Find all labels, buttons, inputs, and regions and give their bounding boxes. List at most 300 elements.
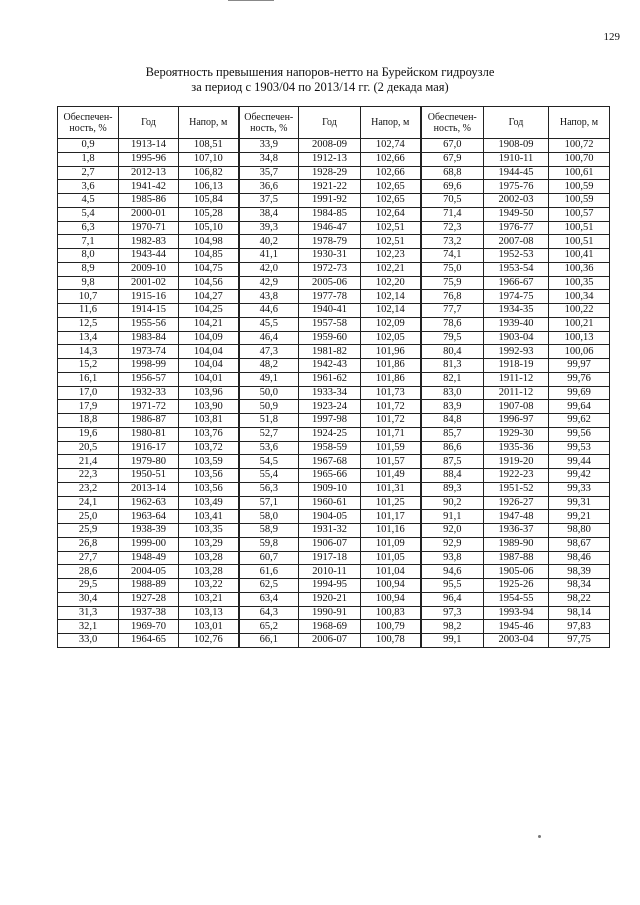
table-cell: 65,2 (239, 620, 299, 634)
table-cell: 104,04 (179, 359, 239, 373)
table-cell: 101,59 (361, 441, 421, 455)
table-cell: 21,4 (58, 455, 119, 469)
table-cell: 98,80 (549, 524, 610, 538)
table-cell: 100,06 (549, 345, 610, 359)
table-row (58, 537, 610, 551)
table-cell: 48,2 (239, 359, 299, 373)
table-cell: 103,76 (179, 427, 239, 441)
table-cell: 1958-59 (299, 441, 361, 455)
table-cell: 92,0 (421, 524, 484, 538)
table-row (58, 359, 610, 373)
table-cell: 104,09 (179, 331, 239, 345)
table-cell: 1981-82 (299, 345, 361, 359)
table-cell: 79,5 (421, 331, 484, 345)
table-cell: 72,3 (421, 221, 484, 235)
table-cell: 102,65 (361, 194, 421, 208)
table-cell: 100,59 (549, 194, 610, 208)
table-cell: 103,41 (179, 510, 239, 524)
table-cell: 27,7 (58, 551, 119, 565)
table-row (58, 414, 610, 428)
table-cell: 101,04 (361, 565, 421, 579)
table-cell: 104,01 (179, 372, 239, 386)
table-cell: 24,1 (58, 496, 119, 510)
table-cell: 45,5 (239, 317, 299, 331)
table-cell: 1995-96 (119, 152, 179, 166)
table-cell: 1939-40 (484, 317, 549, 331)
table-cell: 1971-72 (119, 400, 179, 414)
table-cell: 100,59 (549, 180, 610, 194)
table-cell: 102,05 (361, 331, 421, 345)
table-cell: 96,4 (421, 592, 484, 606)
table-cell: 57,1 (239, 496, 299, 510)
table-cell: 77,7 (421, 304, 484, 318)
table-row (58, 221, 610, 235)
table-cell: 2004-05 (119, 565, 179, 579)
table-row (58, 317, 610, 331)
table-cell: 100,36 (549, 262, 610, 276)
table-cell: 89,3 (421, 482, 484, 496)
table-cell: 29,5 (58, 579, 119, 593)
table-cell: 1916-17 (119, 441, 179, 455)
table-cell: 15,2 (58, 359, 119, 373)
table-cell: 1965-66 (299, 469, 361, 483)
table-cell: 98,46 (549, 551, 610, 565)
table-cell: 1934-35 (484, 304, 549, 318)
table-cell: 2003-04 (484, 634, 549, 648)
header-cell: Год (119, 107, 179, 139)
table-cell: 60,7 (239, 551, 299, 565)
table-cell: 1996-97 (484, 414, 549, 428)
table-header-row (58, 107, 610, 139)
table-row (58, 482, 610, 496)
header-cell: Обеспечен-ность, % (239, 107, 299, 139)
table-cell: 42,9 (239, 276, 299, 290)
table-cell: 35,7 (239, 166, 299, 180)
table-cell: 107,10 (179, 152, 239, 166)
table-cell: 1927-28 (119, 592, 179, 606)
table-cell: 2012-13 (119, 166, 179, 180)
table-cell: 1956-57 (119, 372, 179, 386)
table-cell: 1962-63 (119, 496, 179, 510)
header-cell: Напор, м (179, 107, 239, 139)
table-cell: 105,28 (179, 207, 239, 221)
table-cell: 1970-71 (119, 221, 179, 235)
table-cell: 1948-49 (119, 551, 179, 565)
table-row (58, 634, 610, 648)
table-cell: 1917-18 (299, 551, 361, 565)
table-cell: 102,64 (361, 207, 421, 221)
table-cell: 1937-38 (119, 606, 179, 620)
table-cell: 26,8 (58, 537, 119, 551)
table-cell: 1991-92 (299, 194, 361, 208)
table-cell: 1932-33 (119, 386, 179, 400)
table-cell: 20,5 (58, 441, 119, 455)
table-cell: 33,0 (58, 634, 119, 648)
table-row (58, 152, 610, 166)
table-cell: 1957-58 (299, 317, 361, 331)
table-cell: 58,0 (239, 510, 299, 524)
table-cell: 100,41 (549, 249, 610, 263)
table-cell: 13,4 (58, 331, 119, 345)
table-cell: 1943-44 (119, 249, 179, 263)
table-row (58, 400, 610, 414)
table-cell: 62,5 (239, 579, 299, 593)
table-cell: 40,2 (239, 235, 299, 249)
table-cell: 2000-01 (119, 207, 179, 221)
table-cell: 1910-11 (484, 152, 549, 166)
table-cell: 100,21 (549, 317, 610, 331)
table-cell: 1975-76 (484, 180, 549, 194)
table-cell: 94,6 (421, 565, 484, 579)
table-cell: 103,72 (179, 441, 239, 455)
table-cell: 1959-60 (299, 331, 361, 345)
table-cell: 1903-04 (484, 331, 549, 345)
table-cell: 67,9 (421, 152, 484, 166)
table-cell: 104,21 (179, 317, 239, 331)
table-cell: 82,1 (421, 372, 484, 386)
table-cell: 103,59 (179, 455, 239, 469)
table-cell: 97,3 (421, 606, 484, 620)
table-cell: 1906-07 (299, 537, 361, 551)
table-cell: 2008-09 (299, 139, 361, 153)
table-cell: 81,3 (421, 359, 484, 373)
table-row (58, 331, 610, 345)
table-cell: 1989-90 (484, 537, 549, 551)
table-cell: 54,5 (239, 455, 299, 469)
table-cell: 51,8 (239, 414, 299, 428)
table-cell: 91,1 (421, 510, 484, 524)
table-row (58, 496, 610, 510)
header-cell: Год (484, 107, 549, 139)
table-cell: 1950-51 (119, 469, 179, 483)
table-cell: 3,6 (58, 180, 119, 194)
table-cell: 105,84 (179, 194, 239, 208)
table-cell: 100,51 (549, 235, 610, 249)
table-cell: 50,9 (239, 400, 299, 414)
table-cell: 103,90 (179, 400, 239, 414)
table-cell: 85,7 (421, 427, 484, 441)
table-cell: 1955-56 (119, 317, 179, 331)
table-cell: 2007-08 (484, 235, 549, 249)
table-cell: 1988-89 (119, 579, 179, 593)
table-cell: 39,3 (239, 221, 299, 235)
table-cell: 1918-19 (484, 359, 549, 373)
table-cell: 1983-84 (119, 331, 179, 345)
table-cell: 1,8 (58, 152, 119, 166)
table-row (58, 510, 610, 524)
table-cell: 102,66 (361, 166, 421, 180)
table-cell: 1942-43 (299, 359, 361, 373)
scan-artifact-line (228, 0, 274, 1)
table-cell: 2005-06 (299, 276, 361, 290)
table-cell: 100,78 (361, 634, 421, 648)
table-cell: 1986-87 (119, 414, 179, 428)
table-cell: 30,4 (58, 592, 119, 606)
table-cell: 1963-64 (119, 510, 179, 524)
table-cell: 1930-31 (299, 249, 361, 263)
header-cell: Обеспечен-ность, % (58, 107, 119, 139)
table-cell: 98,14 (549, 606, 610, 620)
table-cell: 100,22 (549, 304, 610, 318)
table-row (58, 372, 610, 386)
table-cell: 28,6 (58, 565, 119, 579)
table-cell: 9,8 (58, 276, 119, 290)
table-cell: 93,8 (421, 551, 484, 565)
table-cell: 1993-94 (484, 606, 549, 620)
table-cell: 1928-29 (299, 166, 361, 180)
table-cell: 1967-68 (299, 455, 361, 469)
table-cell: 98,2 (421, 620, 484, 634)
header-cell: Напор, м (549, 107, 610, 139)
table-cell: 87,5 (421, 455, 484, 469)
table-cell: 99,31 (549, 496, 610, 510)
table-cell: 108,51 (179, 139, 239, 153)
probability-table (57, 106, 610, 648)
table-row (58, 565, 610, 579)
table-cell: 1941-42 (119, 180, 179, 194)
table-cell: 100,35 (549, 276, 610, 290)
table-cell: 97,75 (549, 634, 610, 648)
table-cell: 103,81 (179, 414, 239, 428)
table-cell: 101,31 (361, 482, 421, 496)
table-cell: 1938-39 (119, 524, 179, 538)
table-cell: 1914-15 (119, 304, 179, 318)
scan-artifact-dot (538, 835, 541, 838)
table-cell: 1913-14 (119, 139, 179, 153)
table-cell: 104,27 (179, 290, 239, 304)
table-cell: 63,4 (239, 592, 299, 606)
table-cell: 105,10 (179, 221, 239, 235)
table-cell: 102,66 (361, 152, 421, 166)
table-cell: 84,8 (421, 414, 484, 428)
table-row (58, 620, 610, 634)
table-cell: 98,34 (549, 579, 610, 593)
table-cell: 11,6 (58, 304, 119, 318)
table-cell: 64,3 (239, 606, 299, 620)
table-cell: 8,9 (58, 262, 119, 276)
table-cell: 101,73 (361, 386, 421, 400)
table-cell: 41,1 (239, 249, 299, 263)
table-row (58, 524, 610, 538)
table-cell: 101,96 (361, 345, 421, 359)
table-cell: 1946-47 (299, 221, 361, 235)
table-cell: 1925-26 (484, 579, 549, 593)
table-row (58, 427, 610, 441)
table-cell: 1926-27 (484, 496, 549, 510)
table-row (58, 290, 610, 304)
table-cell: 1954-55 (484, 592, 549, 606)
table-cell: 1923-24 (299, 400, 361, 414)
table-cell: 2010-11 (299, 565, 361, 579)
table-row (58, 304, 610, 318)
table-cell: 74,1 (421, 249, 484, 263)
table-cell: 101,86 (361, 359, 421, 373)
table-cell: 104,04 (179, 345, 239, 359)
table-cell: 1998-99 (119, 359, 179, 373)
table-cell: 100,94 (361, 592, 421, 606)
table-cell: 1936-37 (484, 524, 549, 538)
table-cell: 1944-45 (484, 166, 549, 180)
table-cell: 90,2 (421, 496, 484, 510)
table-cell: 1921-22 (299, 180, 361, 194)
table-row (58, 551, 610, 565)
table-cell: 1920-21 (299, 592, 361, 606)
table-cell: 100,70 (549, 152, 610, 166)
table-cell: 10,7 (58, 290, 119, 304)
table-cell: 101,17 (361, 510, 421, 524)
table-cell: 1985-86 (119, 194, 179, 208)
table-cell: 2013-14 (119, 482, 179, 496)
table-cell: 76,8 (421, 290, 484, 304)
table-cell: 80,4 (421, 345, 484, 359)
table-cell: 37,5 (239, 194, 299, 208)
table-cell: 101,72 (361, 414, 421, 428)
table-cell: 1933-34 (299, 386, 361, 400)
table-row (58, 194, 610, 208)
table-cell: 67,0 (421, 139, 484, 153)
table-cell: 98,39 (549, 565, 610, 579)
table-cell: 102,76 (179, 634, 239, 648)
table-cell: 36,6 (239, 180, 299, 194)
table-cell: 1940-41 (299, 304, 361, 318)
table-cell: 99,56 (549, 427, 610, 441)
table-cell: 103,96 (179, 386, 239, 400)
table-cell: 92,9 (421, 537, 484, 551)
table-cell: 104,56 (179, 276, 239, 290)
table-cell: 1984-85 (299, 207, 361, 221)
table-cell: 1997-98 (299, 414, 361, 428)
table-cell: 2002-03 (484, 194, 549, 208)
header-cell: Год (299, 107, 361, 139)
table-cell: 1960-61 (299, 496, 361, 510)
table-row (58, 249, 610, 263)
table-row (58, 592, 610, 606)
table-row (58, 207, 610, 221)
table-cell: 1977-78 (299, 290, 361, 304)
table-cell: 102,65 (361, 180, 421, 194)
table-cell: 2011-12 (484, 386, 549, 400)
table-cell: 1924-25 (299, 427, 361, 441)
table-cell: 1949-50 (484, 207, 549, 221)
title-line-1: Вероятность превышения напоров-нетто на Бурейском гидроузле (145, 65, 495, 79)
table-cell: 16,1 (58, 372, 119, 386)
table-cell: 42,0 (239, 262, 299, 276)
table-cell: 25,0 (58, 510, 119, 524)
table-cell: 61,6 (239, 565, 299, 579)
table-cell: 88,4 (421, 469, 484, 483)
table-cell: 1905-06 (484, 565, 549, 579)
table-cell: 99,97 (549, 359, 610, 373)
table-cell: 101,09 (361, 537, 421, 551)
table-cell: 104,25 (179, 304, 239, 318)
table-cell: 17,0 (58, 386, 119, 400)
table-cell: 8,0 (58, 249, 119, 263)
table-row (58, 139, 610, 153)
table-cell: 103,56 (179, 482, 239, 496)
table-cell: 102,14 (361, 304, 421, 318)
table-cell: 99,1 (421, 634, 484, 648)
table-cell: 5,4 (58, 207, 119, 221)
table-cell: 102,51 (361, 221, 421, 235)
table-cell: 1968-69 (299, 620, 361, 634)
table-cell: 1947-48 (484, 510, 549, 524)
table-cell: 1964-65 (119, 634, 179, 648)
table-cell: 99,69 (549, 386, 610, 400)
table-cell: 100,83 (361, 606, 421, 620)
table-cell: 1912-13 (299, 152, 361, 166)
table-cell: 1931-32 (299, 524, 361, 538)
table-cell: 6,3 (58, 221, 119, 235)
table-cell: 97,83 (549, 620, 610, 634)
table-cell: 66,1 (239, 634, 299, 648)
table-cell: 99,62 (549, 414, 610, 428)
table-cell: 75,9 (421, 276, 484, 290)
page-title (100, 65, 540, 95)
table-cell: 98,67 (549, 537, 610, 551)
table-cell: 86,6 (421, 441, 484, 455)
table-cell: 100,72 (549, 139, 610, 153)
table-row (58, 345, 610, 359)
table-cell: 1904-05 (299, 510, 361, 524)
table-cell: 1999-00 (119, 537, 179, 551)
table-cell: 101,72 (361, 400, 421, 414)
header-cell: Обеспечен-ность, % (421, 107, 484, 139)
table-cell: 0,9 (58, 139, 119, 153)
table-cell: 1972-73 (299, 262, 361, 276)
table-cell: 101,71 (361, 427, 421, 441)
table-cell: 103,22 (179, 579, 239, 593)
table-cell: 95,5 (421, 579, 484, 593)
table-cell: 98,22 (549, 592, 610, 606)
table-cell: 83,0 (421, 386, 484, 400)
table-cell: 102,74 (361, 139, 421, 153)
table-row (58, 235, 610, 249)
table-cell: 18,8 (58, 414, 119, 428)
table-cell: 50,0 (239, 386, 299, 400)
table-cell: 102,09 (361, 317, 421, 331)
table-cell: 1911-12 (484, 372, 549, 386)
table-cell: 38,4 (239, 207, 299, 221)
table-cell: 103,21 (179, 592, 239, 606)
table-cell: 22,3 (58, 469, 119, 483)
table-cell: 100,94 (361, 579, 421, 593)
table-cell: 104,85 (179, 249, 239, 263)
table-cell: 99,21 (549, 510, 610, 524)
table-cell: 1922-23 (484, 469, 549, 483)
table-row (58, 606, 610, 620)
table-cell: 17,9 (58, 400, 119, 414)
table-row (58, 276, 610, 290)
table-cell: 1994-95 (299, 579, 361, 593)
table-cell: 103,13 (179, 606, 239, 620)
table-cell: 55,4 (239, 469, 299, 483)
table-cell: 33,9 (239, 139, 299, 153)
table-body (58, 139, 610, 648)
table-cell: 103,49 (179, 496, 239, 510)
table-cell: 44,6 (239, 304, 299, 318)
table-cell: 103,56 (179, 469, 239, 483)
table-cell: 47,3 (239, 345, 299, 359)
table-cell: 70,5 (421, 194, 484, 208)
table-cell: 102,51 (361, 235, 421, 249)
table-cell: 1915-16 (119, 290, 179, 304)
table-cell: 1919-20 (484, 455, 549, 469)
table-cell: 99,44 (549, 455, 610, 469)
table-cell: 1951-52 (484, 482, 549, 496)
table-cell: 68,8 (421, 166, 484, 180)
table-cell: 52,7 (239, 427, 299, 441)
table-cell: 104,75 (179, 262, 239, 276)
